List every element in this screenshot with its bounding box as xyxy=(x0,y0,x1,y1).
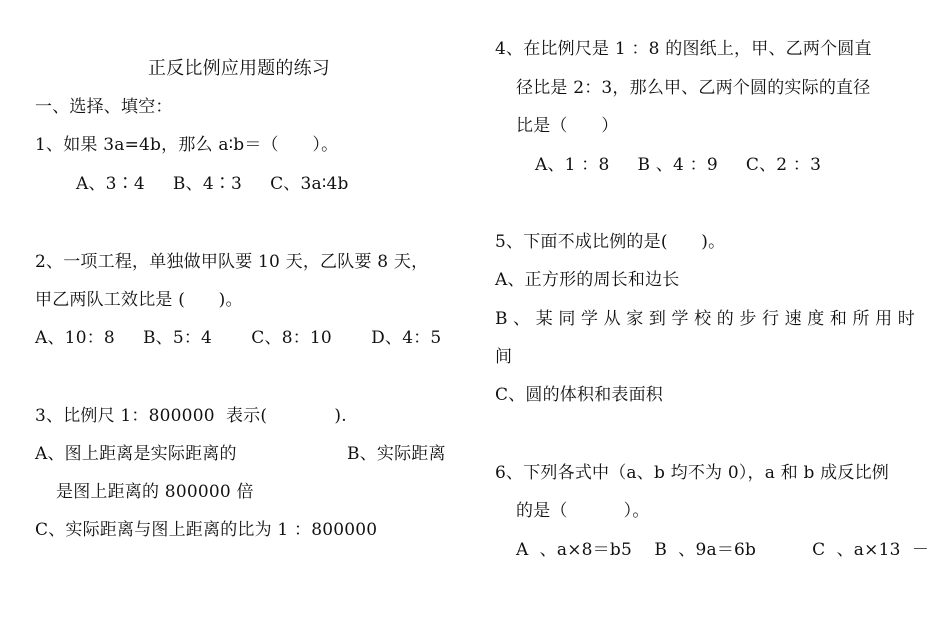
q5-b-char: 校 xyxy=(694,309,712,329)
question-5-stem: 5、下面不成比例的是( )。 xyxy=(495,232,726,252)
q5-b-char: B xyxy=(495,309,508,329)
question-5-option-c: C、圆的体积和表面积 xyxy=(495,385,664,405)
q5-b-char: 速 xyxy=(784,309,802,329)
question-4-stem-line1: 4、在比例尺是 1 ：8 的图纸上，甲、乙两个圆直 xyxy=(495,39,872,59)
question-1-stem: 1、如果 3a=4b，那么 a∶b＝（ ）。 xyxy=(35,135,339,155)
question-4-options: A、1 ：8 B 、4 ：9 C、2 ：3 xyxy=(535,155,822,175)
q5-b-char: 学 xyxy=(671,309,689,329)
q5-b-char: 家 xyxy=(626,309,644,329)
q5-b-char: 行 xyxy=(762,309,780,329)
question-3-option-b: B、实际距离 xyxy=(347,444,446,464)
section-heading: 一、选择、填空： xyxy=(35,97,173,117)
q5-b-char: 和 xyxy=(829,309,848,329)
question-4-stem-line2: 径比是 2：3，那么甲、乙两个圆的实际的直径 xyxy=(516,78,871,98)
question-2-options: A、10：8 B、5：4 C、8：10 D、4：5 xyxy=(35,328,442,348)
page-title: 正反比例应用题的练习 xyxy=(148,58,330,79)
question-5-option-b xyxy=(495,308,915,330)
question-5-option-a: A、正方形的周长和边长 xyxy=(495,270,680,290)
q5-b-char: 的 xyxy=(716,309,734,329)
q5-b-char: 某 xyxy=(535,309,553,329)
question-4-stem-line3: 比是（ ） xyxy=(516,116,619,136)
question-3-stem: 3、比例尺 1：800000 表示( ). xyxy=(35,406,347,426)
q5-b-char: 到 xyxy=(648,309,667,329)
question-3-option-b-continued: 是图上距离的 800000 倍 xyxy=(56,482,254,502)
q5-b-char: 同 xyxy=(558,309,576,329)
q5-b-char: 度 xyxy=(807,309,825,329)
q5-b-char: 用 xyxy=(875,309,893,329)
question-3-option-c: C、实际距离与图上距离的比为 1 ：800000 xyxy=(35,520,378,540)
question-1-options: A、3∶4 B、4∶3 C、3a∶4b xyxy=(76,174,349,194)
question-2-stem-line2: 甲乙两队工效比是 ( )。 xyxy=(35,290,243,310)
question-2-stem-line1: 2、一项工程，单独做甲队要 10 天，乙队要 8 天， xyxy=(35,252,429,272)
q5-b-char: 时 xyxy=(897,309,915,329)
q5-b-char: 所 xyxy=(852,309,870,329)
q5-b-char: 步 xyxy=(739,309,757,329)
q5-b-char: 从 xyxy=(603,309,621,329)
question-6-options: A 、a×8＝b5 B 、9a＝6b C 、a×13 － xyxy=(516,540,930,560)
question-3-option-a: A、图上距离是实际距离的 xyxy=(35,444,237,464)
q5-b-char: 学 xyxy=(581,309,599,329)
question-6-stem-line1: 6、下列各式中（a、b 均不为 0），a 和 b 成反比例 xyxy=(495,463,889,483)
q5-b-char: 、 xyxy=(513,309,531,329)
question-5-option-b-continued: 间 xyxy=(495,347,513,367)
question-6-stem-line2: 的是（ ）。 xyxy=(516,501,650,521)
